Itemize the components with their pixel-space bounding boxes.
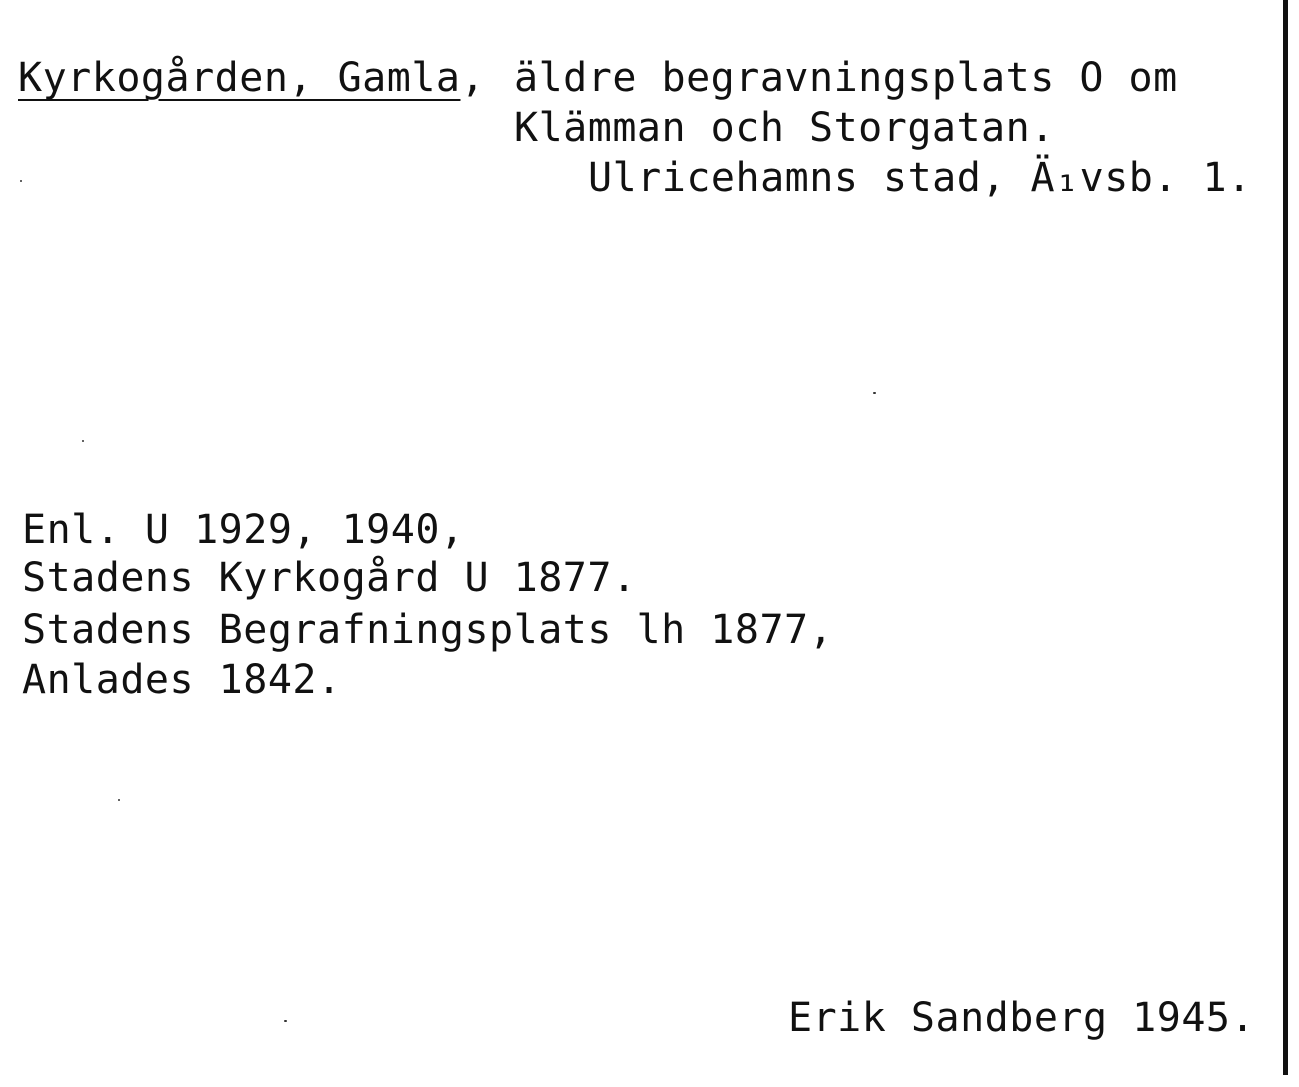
reference-line-3: Stadens Begrafningsplats lh 1877,: [22, 607, 834, 653]
paper-speck: [118, 799, 120, 801]
location-line: Ulricehamns stad, Ä₁vsb. 1.: [588, 155, 1252, 201]
reference-line-2: Stadens Kyrkogård U 1877.: [22, 555, 637, 601]
description-line-1: äldre begravningsplats O om: [514, 55, 1178, 101]
title-comma: ,: [460, 55, 486, 101]
paper-speck: [82, 440, 84, 442]
paper-speck: [20, 180, 22, 182]
card-edge: [1283, 0, 1288, 1075]
card-heading-line: [18, 54, 485, 102]
reference-line-1: Enl. U 1929, 1940,: [22, 507, 465, 553]
paper-speck: [284, 1020, 287, 1022]
card-title: Kyrkogården, Gamla: [18, 55, 461, 101]
signature: Erik Sandberg 1945.: [788, 995, 1256, 1041]
description-line-2: Klämman och Storgatan.: [514, 105, 1055, 151]
reference-line-4: Anlades 1842.: [22, 657, 342, 703]
paper-speck: [873, 392, 876, 394]
